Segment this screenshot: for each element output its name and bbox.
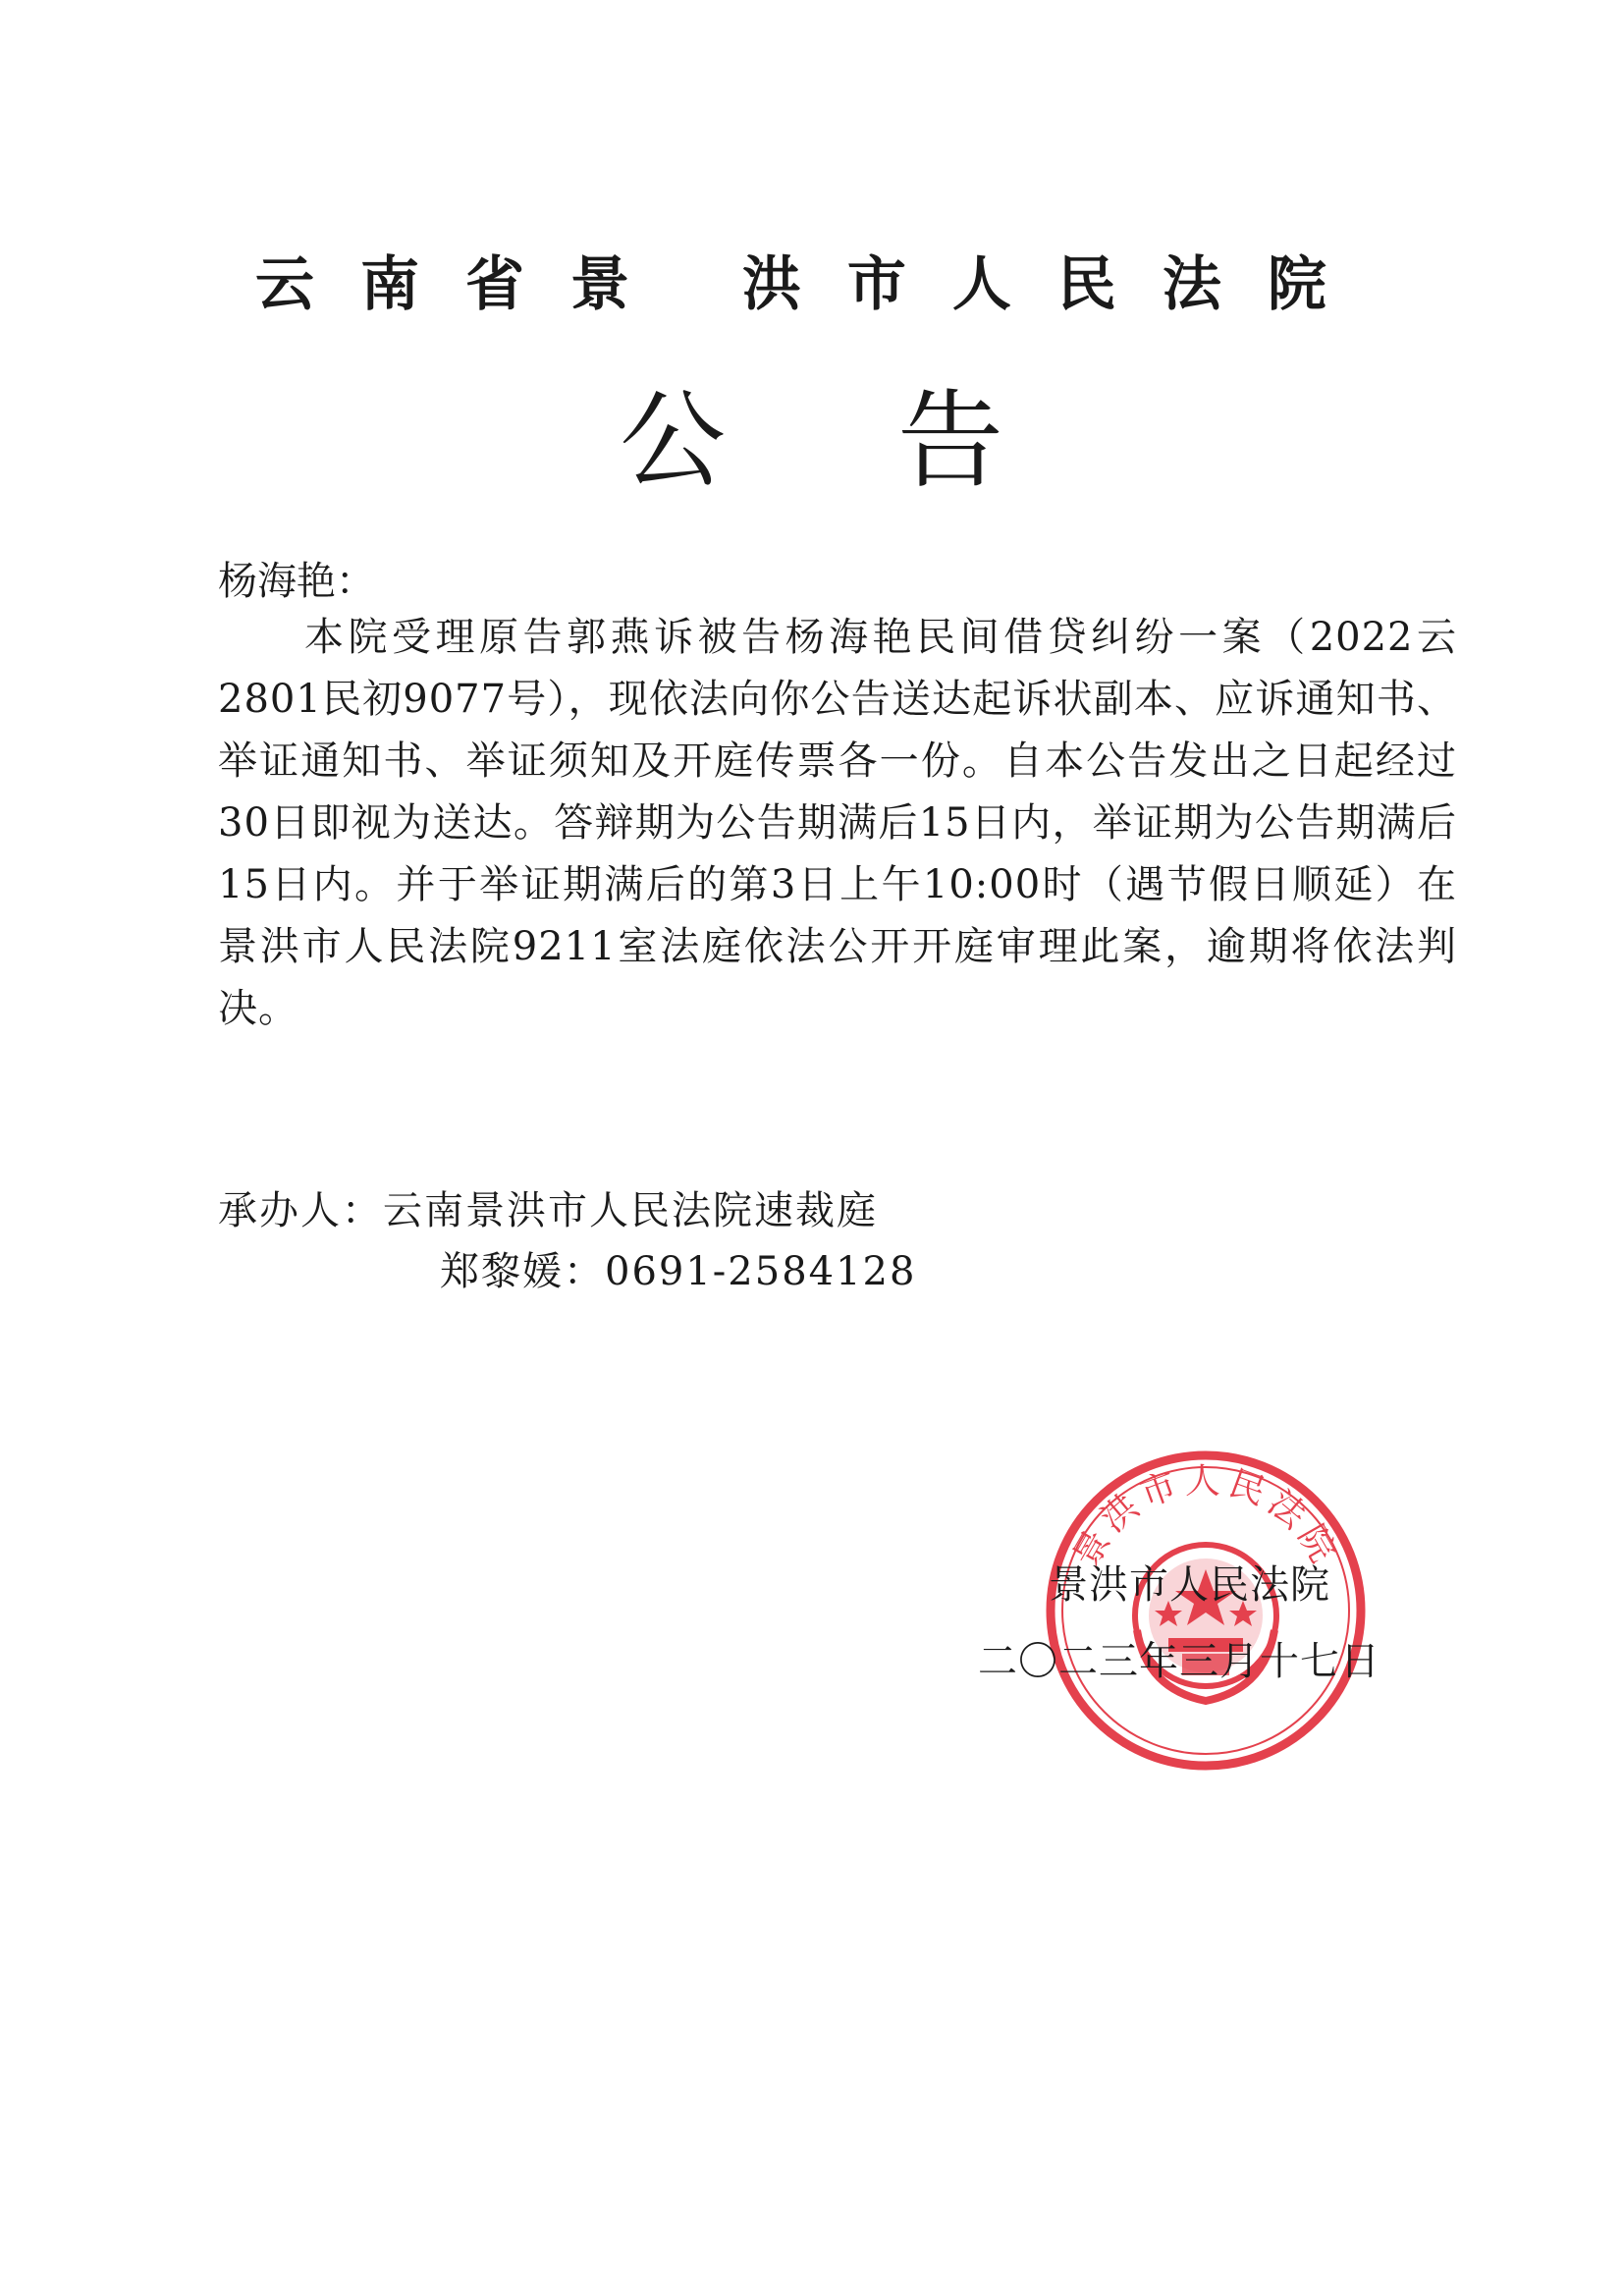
contact-line: 郑黎媛：0691-2584128 bbox=[440, 1249, 917, 1294]
document-title: 公告 bbox=[619, 380, 1175, 503]
addressee: 杨海艳： bbox=[218, 559, 375, 604]
signing-organization: 景洪市人民法院 bbox=[1049, 1562, 1330, 1608]
court-name-heading: 云南省景 洪市人民法院 bbox=[255, 250, 1373, 319]
handler-line: 承办人：云南景洪市人民法院速裁庭 bbox=[218, 1188, 878, 1233]
notice-body: 本院受理原告郭燕诉被告杨海艳民间借贷纠纷一案（2022云2801民初9077号），现依法向你公告送达起诉状副本、应诉通知书、举证通知书、举证须知及开庭传票各一份。自本公告发出之日起经过30日即视为送达。答辩期为公告期满后15日内，举证期为公告期满后15日内。并于举证期满后的第3日上午10:00时（遇节假日顺延）在景洪市人民法院9211室法庭依法公开开庭审理此案，逾期将依法判决。 bbox=[218, 615, 1457, 1031]
signing-date: 二〇二三年三月十七日 bbox=[978, 1639, 1380, 1684]
seal-ring-text: 景洪市人民法院 bbox=[1065, 1461, 1346, 1575]
